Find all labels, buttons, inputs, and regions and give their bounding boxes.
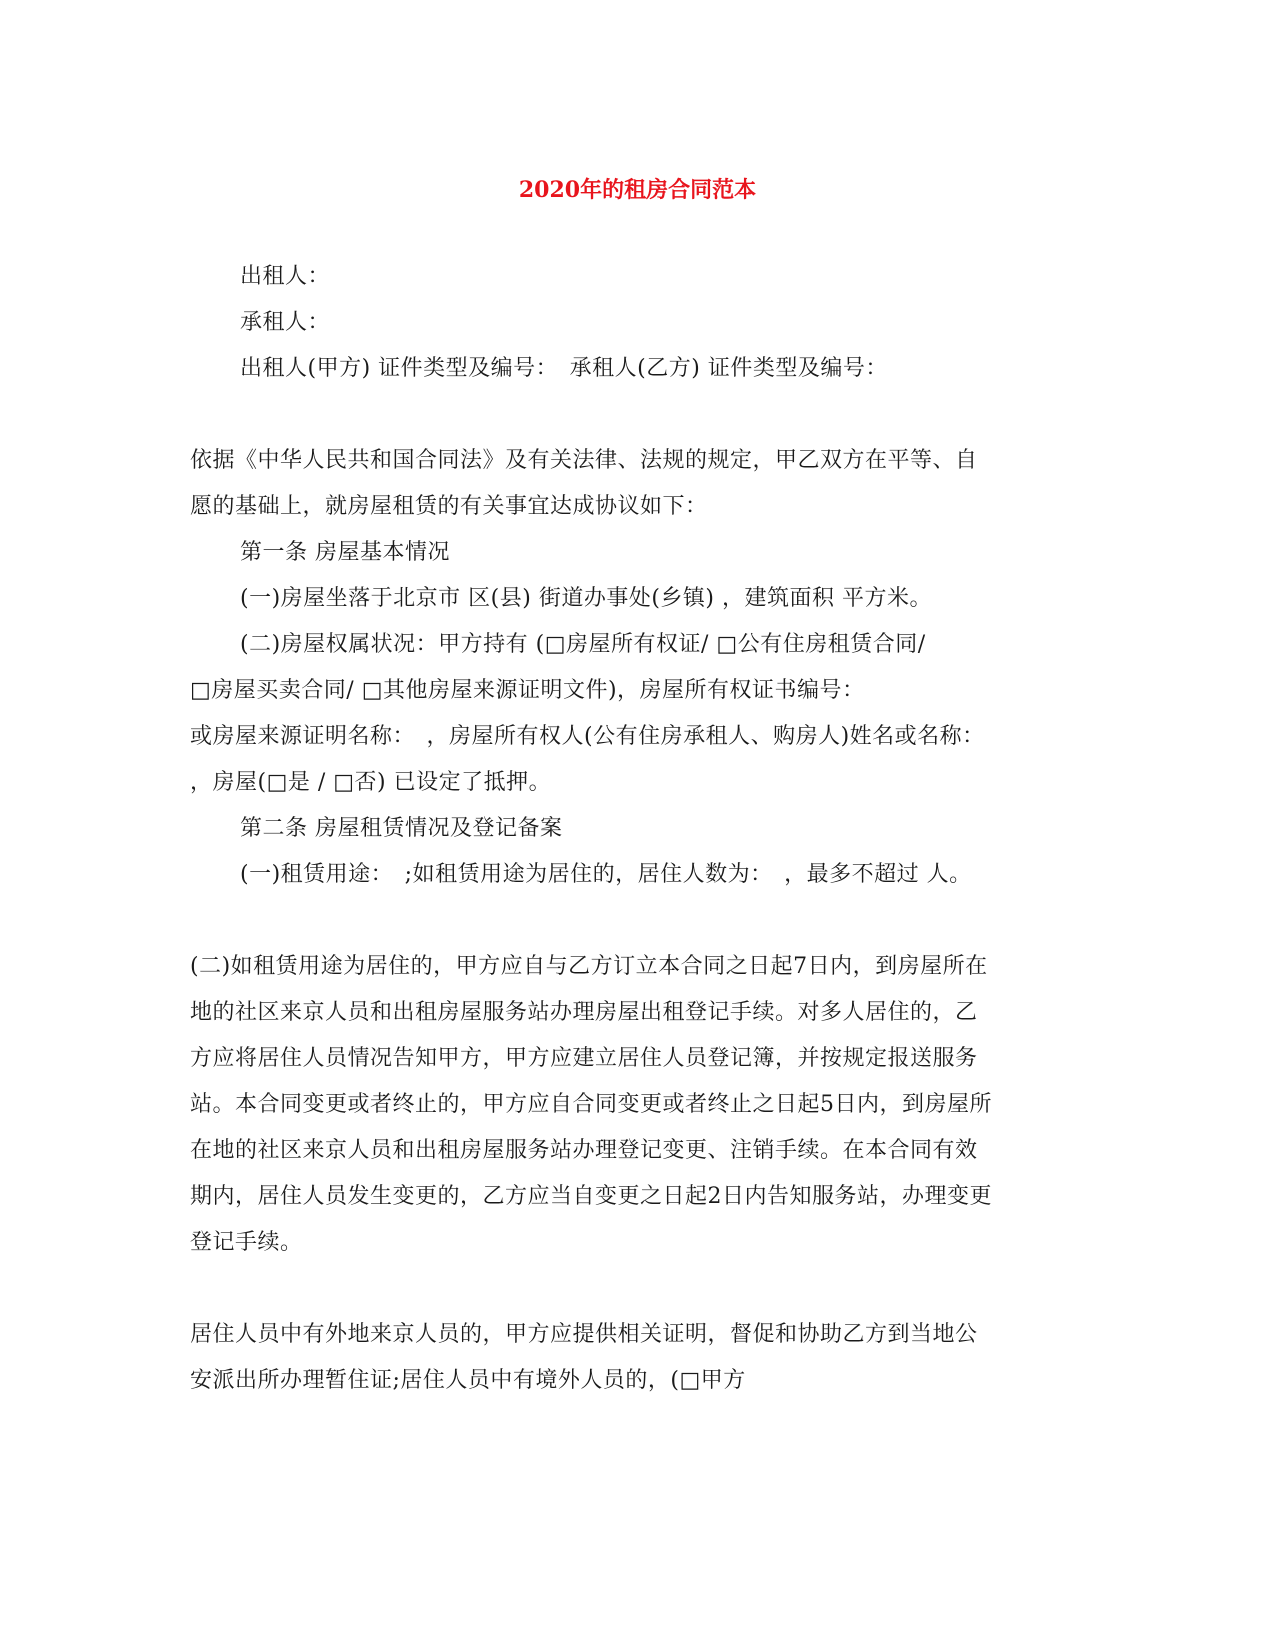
- article-2-item-2-line-6: 期内，居住人员发生变更的，乙方应当自变更之日起2日内告知服务站，办理变更: [190, 1184, 992, 1209]
- article-2-item-1: (一)租赁用途： ;如租赁用途为居住的，居住人数为： ，最多不超过 人。: [240, 862, 972, 887]
- article-2-item-2-line-1: (二)如租赁用途为居住的，甲方应自与乙方订立本合同之日起7日内，到房屋所在: [190, 954, 988, 979]
- article-1-item-2-line-1: (二)房屋权属状况：甲方持有 (□房屋所有权证/ □公有住房租赁合同/: [240, 632, 926, 657]
- document-title: 2020年的租房合同范本: [518, 177, 757, 203]
- lessee-line: 承租人：: [240, 310, 331, 335]
- article-2-item-2-line-4: 站。本合同变更或者终止的，甲方应自合同变更或者终止之日起5日内，到房屋所: [190, 1092, 992, 1117]
- article-1-item-1: (一)房屋坐落于北京市 区(县) 街道办事处(乡镇) ，建筑面积 平方米。: [240, 586, 932, 611]
- preamble-line-2: 愿的基础上，就房屋租赁的有关事宜达成协议如下：: [190, 494, 708, 519]
- article-2-item-2-line-5: 在地的社区来京人员和出租房屋服务站办理登记变更、注销手续。在本合同有效: [190, 1138, 978, 1163]
- article-2-heading: 第二条 房屋租赁情况及登记备案: [240, 816, 563, 841]
- residents-paragraph-line-1: 居住人员中有外地来京人员的，甲方应提供相关证明，督促和协助乙方到当地公: [190, 1322, 978, 1347]
- article-1-heading: 第一条 房屋基本情况: [240, 540, 450, 565]
- article-1-item-2-line-2: □房屋买卖合同/ □其他房屋来源证明文件)，房屋所有权证书编号：: [190, 678, 865, 703]
- article-2-item-2-line-7: 登记手续。: [190, 1230, 303, 1255]
- preamble-line-1: 依据《中华人民共和国合同法》及有关法律、法规的规定，甲乙双方在平等、自: [190, 448, 978, 473]
- lessor-line: 出租人：: [240, 264, 331, 289]
- article-2-item-2-line-2: 地的社区来京人员和出租房屋服务站办理房屋出租登记手续。对多人居住的，乙: [190, 1000, 978, 1025]
- article-1-item-2-line-3: 或房屋来源证明名称： ，房屋所有权人(公有住房承租人、购房人)姓名或名称：: [190, 724, 985, 749]
- article-2-item-2-line-3: 方应将居住人员情况告知甲方，甲方应建立居住人员登记簿，并按规定报送服务: [190, 1046, 978, 1071]
- residents-paragraph-line-2: 安派出所办理暂住证;居住人员中有境外人员的，(□甲方: [190, 1368, 746, 1393]
- article-1-item-2-line-4: ，房屋(□是 / □否) 已设定了抵押。: [190, 770, 552, 795]
- id-info-line: 出租人(甲方) 证件类型及编号： 承租人(乙方) 证件类型及编号：: [240, 356, 888, 381]
